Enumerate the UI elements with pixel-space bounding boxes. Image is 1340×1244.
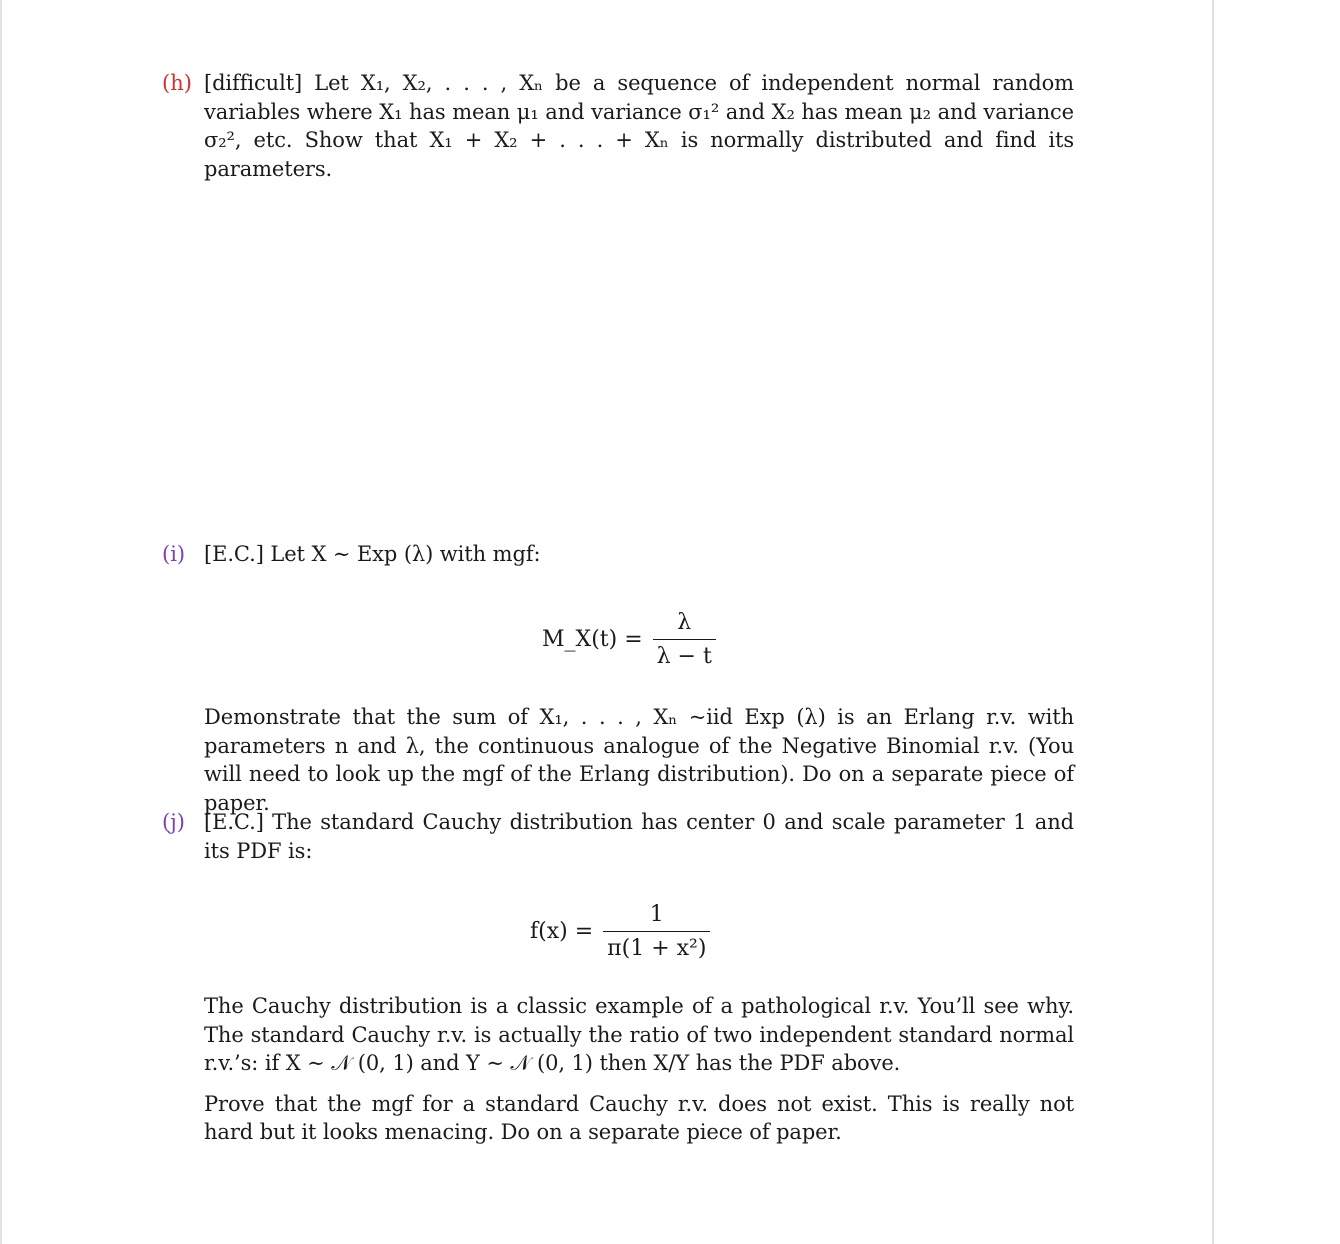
problem-i-text: Demonstrate that the sum of X₁, . . . , Xₙ ~iid Exp (λ) is an Erlang r.v. with parameters n and λ, the continuous analogue of the Negative Binomial r.v. (You will need to look up the mgf of the Erlang distribution). Do on a separate piece of paper. — [204, 705, 1074, 815]
problem-h — [162, 69, 1074, 183]
problem-j — [162, 808, 1074, 865]
problem-i-label: (i) — [162, 542, 186, 566]
mgf-equation-lhs: M_X(t) = — [542, 627, 643, 653]
problem-i — [162, 540, 1074, 569]
problem-j-text2: Prove that the mgf for a standard Cauchy r.v. does not exist. This is really not hard but it looks menacing. Do on a separate piece of paper. — [204, 1091, 1074, 1144]
problem-h-text: [difficult] Let X₁, X₂, . . . , Xₙ be a sequence of independent normal random variables where X₁ has mean μ₁ and variance σ₁² and X₂ has mean μ₂ and variance σ₂², etc. Show that X₁ + X₂ + . . . + Xₙ is normally distributed and find its parameters. — [204, 71, 1074, 181]
mgf-numerator: λ — [677, 610, 692, 635]
pdf-fraction — [603, 902, 710, 961]
mgf-fraction — [653, 610, 716, 669]
problem-j-intro: [E.C.] The standard Cauchy distribution has center 0 and scale parameter 1 and its PDF is: — [204, 810, 1074, 863]
problem-h-label: (h) — [162, 71, 192, 95]
mgf-equation — [542, 610, 716, 669]
pdf-denominator: π(1 + x²) — [607, 936, 707, 962]
problem-j-body — [162, 992, 1074, 1147]
problem-i-intro: [E.C.] Let X ∼ Exp (λ) with mgf: — [204, 542, 541, 566]
problem-j-label: (j) — [162, 810, 185, 834]
pdf-equation — [530, 902, 710, 961]
pdf-equation-lhs: f(x) = — [530, 919, 594, 945]
mgf-denominator: λ − t — [656, 644, 712, 670]
pdf-numerator: 1 — [649, 902, 664, 927]
problem-j-text1: The Cauchy distribution is a classic example of a pathological r.v. You’ll see why. The standard Cauchy r.v. is actually the ratio of two independent standard normal r.v.’s: if X ∼ 𝒩 (0, 1) and Y ∼ 𝒩 (0, 1) then X/Y has the PDF above. — [204, 994, 1074, 1075]
problem-i-body — [162, 703, 1074, 817]
